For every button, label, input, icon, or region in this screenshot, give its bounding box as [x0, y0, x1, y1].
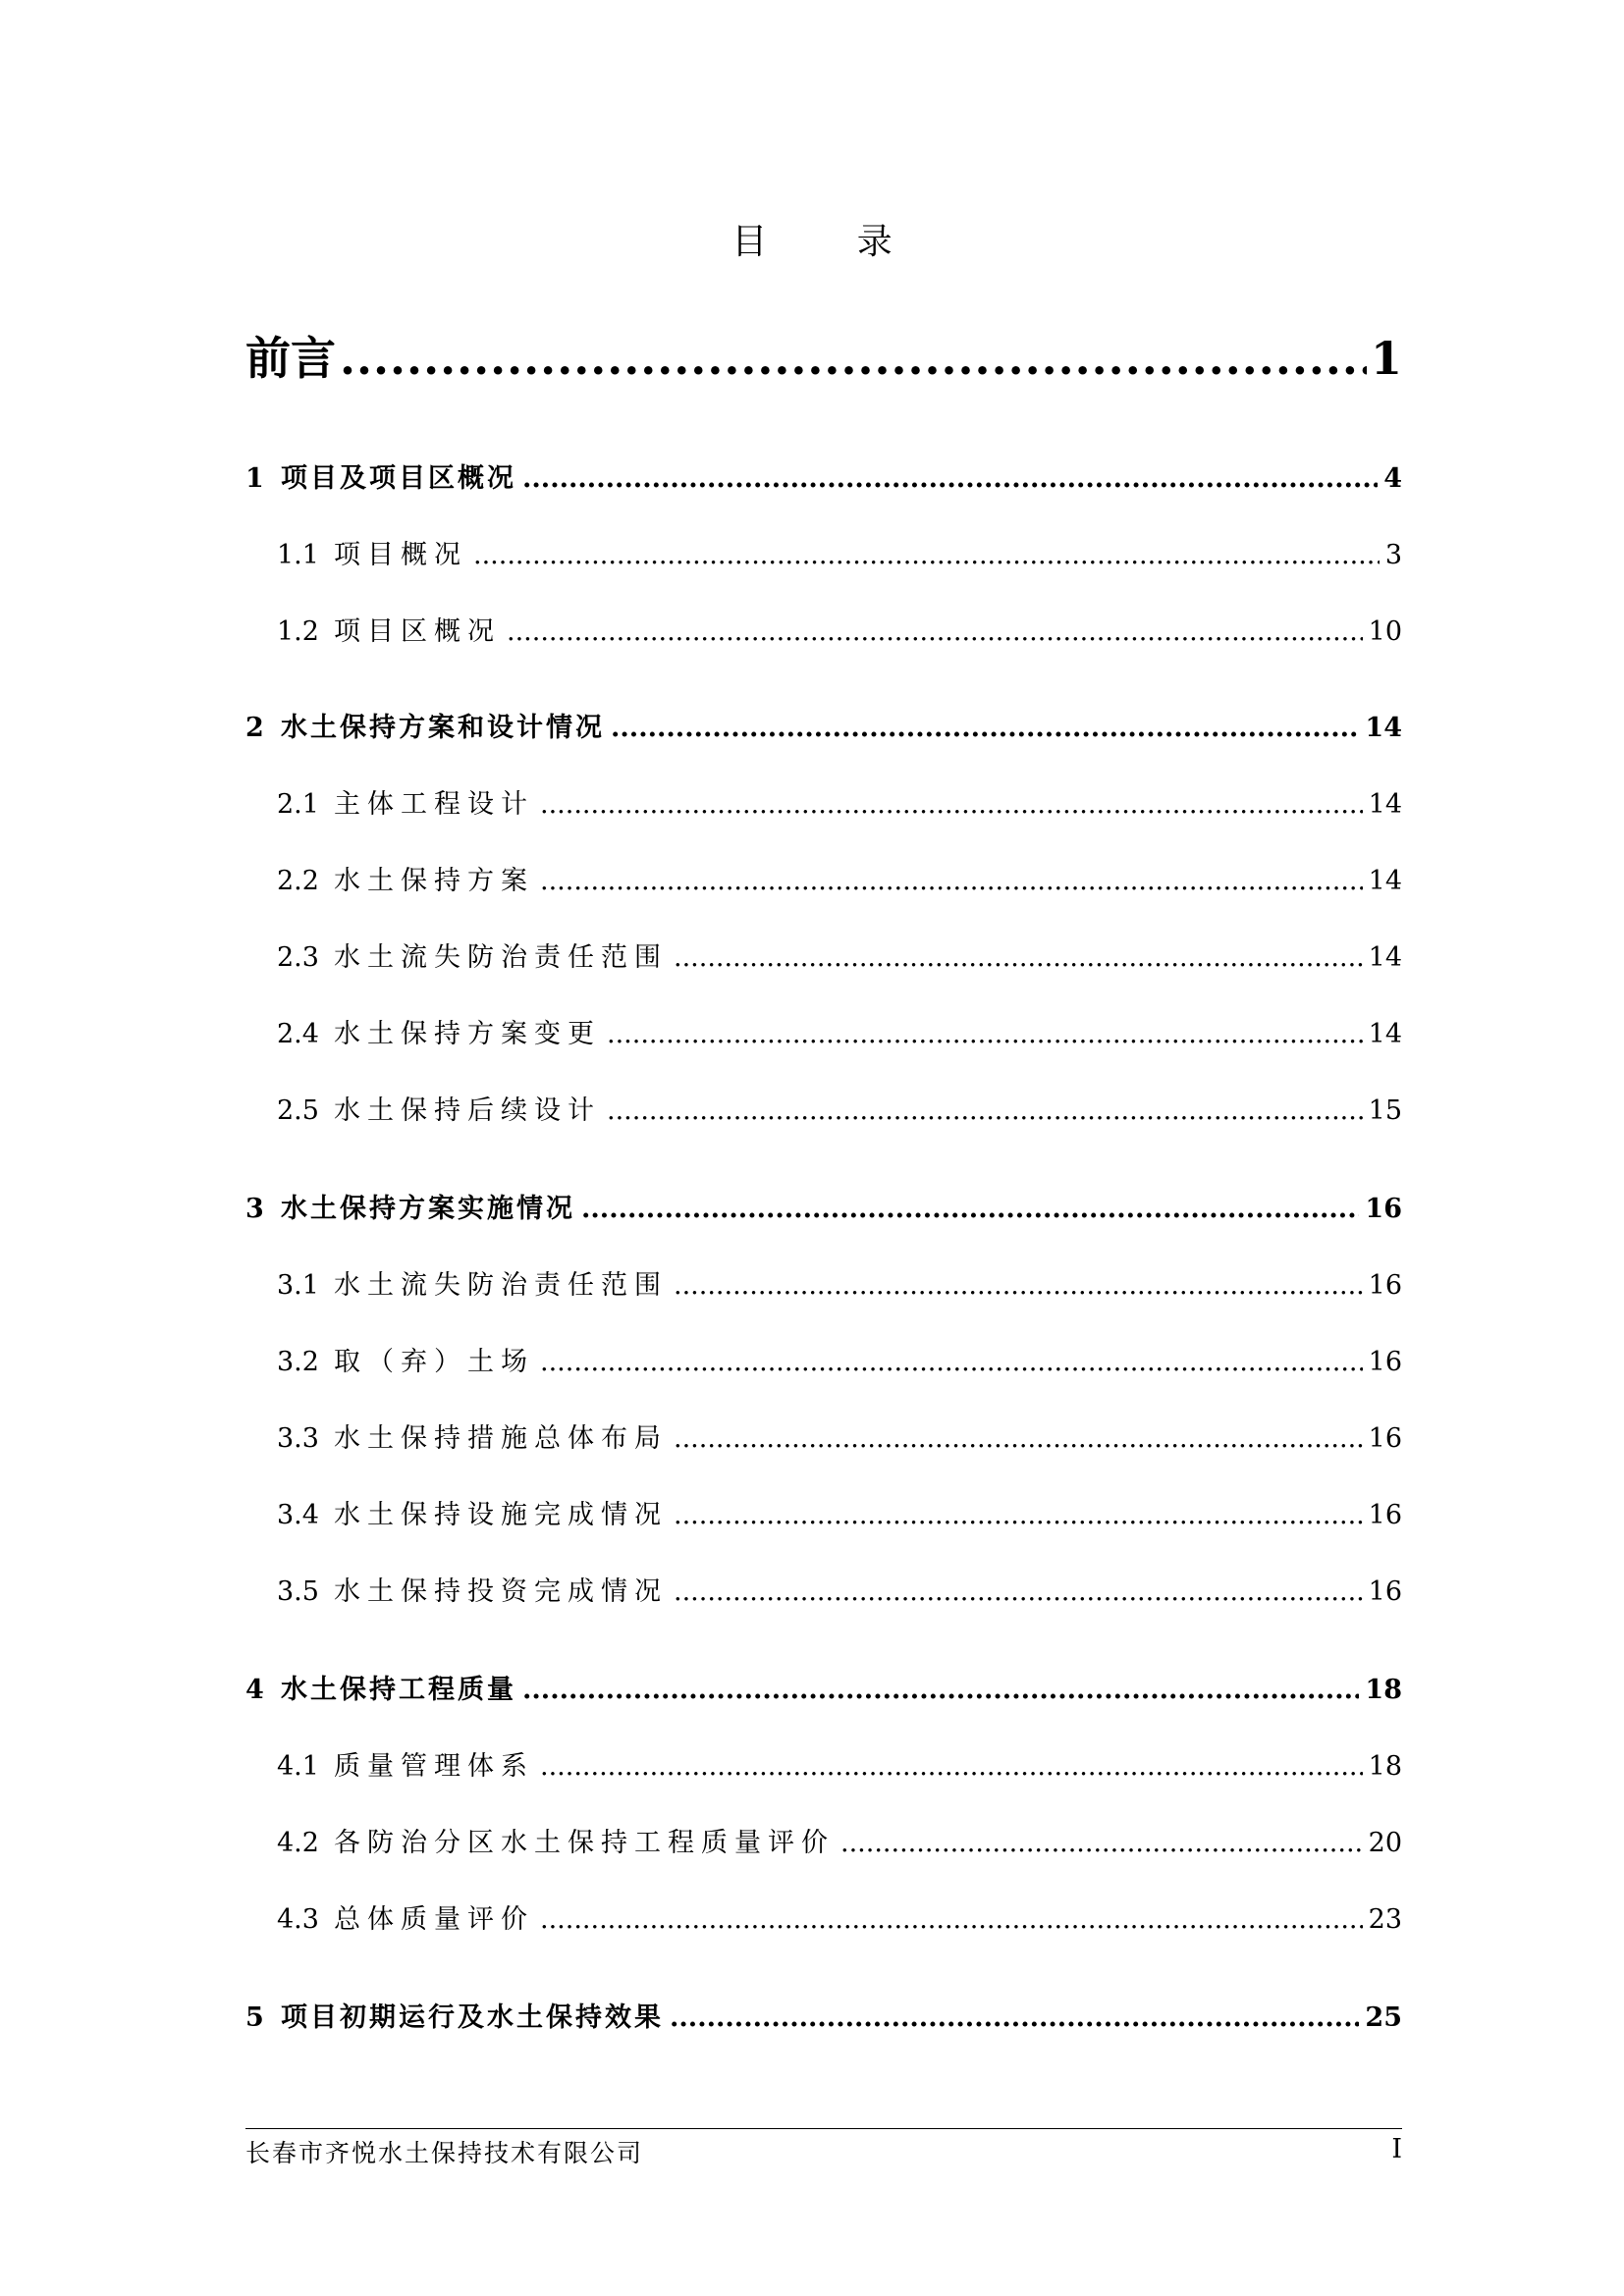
toc-entry-page: 4 [1383, 463, 1402, 494]
footer-company-name: 长春市齐悦水土保持技术有限公司 [245, 2139, 644, 2167]
toc-leader-dots [540, 1341, 1363, 1384]
toc-leader-dots [507, 611, 1363, 654]
toc-entry-label: 项目区概况 [334, 616, 501, 647]
toc-entry-label: 取（弃）土场 [334, 1347, 534, 1377]
toc-entry-number: 2.4 [277, 1019, 319, 1049]
toc-entry-page: 14 [1368, 1019, 1402, 1049]
toc-entry-chapter-2[interactable] [245, 707, 1402, 750]
toc-entry-label: 水土保持投资完成情况 [334, 1576, 668, 1607]
toc-entry-number: 2.2 [277, 866, 319, 896]
toc-entry-section-3-2[interactable] [277, 1341, 1402, 1384]
toc-entry-chapter-3[interactable] [245, 1188, 1402, 1231]
toc-entry-section-3-5[interactable] [277, 1571, 1402, 1614]
toc-entry-page: 1 [1370, 332, 1402, 385]
toc-entry-label: 水土保持措施总体布局 [334, 1423, 668, 1454]
toc-leader-dots [540, 860, 1363, 903]
toc-entry-number: 2 [245, 713, 264, 743]
toc-entry-page: 16 [1365, 1194, 1402, 1224]
toc-entry-label: 项目及项目区概况 [281, 463, 516, 494]
toc-entry-page: 16 [1368, 1347, 1402, 1377]
toc-entry-number: 5 [245, 2002, 264, 2033]
toc-entry-section-1-2[interactable] [277, 611, 1402, 654]
toc-leader-dots [473, 534, 1380, 577]
toc-leader-dots [611, 707, 1359, 750]
footer-page-number: I [1391, 2134, 1402, 2164]
toc-entry-label: 水土流失防治责任范围 [334, 942, 668, 973]
toc-entry-page: 14 [1368, 789, 1402, 820]
toc-entry-label: 项目概况 [334, 540, 467, 570]
toc-entry-number: 4.3 [277, 1904, 319, 1935]
toc-leader-dots [540, 783, 1363, 827]
toc-entry-number: 3.2 [277, 1347, 319, 1377]
toc-entry-page: 16 [1368, 1576, 1402, 1607]
toc-entry-page: 14 [1368, 866, 1402, 896]
toc-leader-dots [522, 457, 1378, 501]
toc-entry-label: 主体工程设计 [334, 789, 534, 820]
toc-leader-dots [674, 1494, 1363, 1537]
toc-entry-page: 3 [1384, 540, 1402, 570]
toc-entry-chapter-4[interactable] [245, 1669, 1402, 1712]
toc-entry-page: 25 [1365, 2002, 1402, 2033]
toc-entry-label: 水土保持设施完成情况 [334, 1500, 668, 1530]
toc-leader-dots [674, 1571, 1363, 1614]
toc-entry-section-3-4[interactable] [277, 1494, 1402, 1537]
toc-entry-section-2-1[interactable] [277, 783, 1402, 827]
toc-entry-label: 水土流失防治责任范围 [334, 1270, 668, 1301]
toc-entry-section-2-2[interactable] [277, 860, 1402, 903]
toc-entry-section-4-1[interactable] [277, 1745, 1402, 1789]
toc-entry-chapter-5[interactable] [245, 1997, 1402, 2040]
toc-entry-label: 质量管理体系 [334, 1751, 534, 1782]
toc-entry-section-4-2[interactable] [277, 1822, 1402, 1865]
footer-divider [245, 2128, 1402, 2129]
toc-entry-page: 16 [1368, 1500, 1402, 1530]
toc-entry-section-3-3[interactable] [277, 1417, 1402, 1461]
toc-entry-page: 16 [1368, 1423, 1402, 1454]
toc-entry-page: 16 [1368, 1270, 1402, 1301]
toc-entry-page: 14 [1368, 942, 1402, 973]
toc-leader-dots [840, 1822, 1363, 1865]
toc-entry-page: 20 [1368, 1828, 1402, 1858]
toc-entry-label: 水土保持后续设计 [334, 1095, 601, 1126]
toc-entry-preface[interactable] [245, 324, 1402, 393]
toc-entry-label: 各防治分区水土保持工程质量评价 [334, 1828, 835, 1858]
toc-entry-label: 前言 [245, 332, 336, 385]
toc-leader-dots [540, 1898, 1363, 1942]
toc-entry-page: 10 [1368, 616, 1402, 647]
toc-entry-label: 项目初期运行及水土保持效果 [281, 2002, 664, 2033]
toc-entry-section-2-3[interactable] [277, 936, 1402, 980]
toc-entry-number: 2.1 [277, 789, 319, 820]
toc-entry-number: 3.1 [277, 1270, 319, 1301]
toc-leader-dots [540, 1745, 1363, 1789]
toc-entry-number: 4 [245, 1675, 264, 1705]
toc-entry-label: 水土保持方案 [334, 866, 534, 896]
toc-entry-number: 1.1 [277, 540, 319, 570]
toc-leader-dots [607, 1090, 1363, 1133]
toc-entry-page: 18 [1368, 1751, 1402, 1782]
toc-leader-dots [670, 1997, 1359, 2040]
toc-entry-section-4-3[interactable] [277, 1898, 1402, 1942]
toc-entry-chapter-1[interactable] [245, 457, 1402, 501]
toc-leader-dots [674, 1264, 1363, 1308]
toc-entry-number: 3.5 [277, 1576, 319, 1607]
toc-entry-number: 4.2 [277, 1828, 319, 1858]
toc-leader-dots [607, 1013, 1363, 1056]
toc-leader-dots [581, 1188, 1359, 1231]
toc-entry-section-2-5[interactable] [277, 1090, 1402, 1133]
toc-entry-section-1-1[interactable] [277, 534, 1402, 577]
toc-entry-number: 3.4 [277, 1500, 319, 1530]
toc-leader-dots [674, 1417, 1363, 1461]
toc-entry-page: 23 [1368, 1904, 1402, 1935]
toc-entry-label: 水土保持方案和设计情况 [281, 713, 605, 743]
toc-entry-number: 3.3 [277, 1423, 319, 1454]
page-title: 目 录 [731, 222, 932, 262]
toc-entry-number: 2.5 [277, 1095, 319, 1126]
toc-entry-page: 15 [1368, 1095, 1402, 1126]
toc-entry-number: 4.1 [277, 1751, 319, 1782]
toc-entry-section-3-1[interactable] [277, 1264, 1402, 1308]
toc-entry-label: 水土保持方案变更 [334, 1019, 601, 1049]
toc-entry-number: 3 [245, 1194, 264, 1224]
toc-leader-dots [340, 324, 1367, 393]
toc-leader-dots [522, 1669, 1359, 1712]
toc-entry-number: 2.3 [277, 942, 319, 973]
toc-entry-label: 水土保持方案实施情况 [281, 1194, 575, 1224]
toc-entry-page: 14 [1365, 713, 1402, 743]
toc-entry-label: 水土保持工程质量 [281, 1675, 516, 1705]
toc-entry-number: 1.2 [277, 616, 319, 647]
toc-leader-dots [674, 936, 1363, 980]
toc-entry-page: 18 [1365, 1675, 1402, 1705]
toc-entry-label: 总体质量评价 [334, 1904, 534, 1935]
toc-entry-section-2-4[interactable] [277, 1013, 1402, 1056]
toc-entry-number: 1 [245, 463, 264, 494]
